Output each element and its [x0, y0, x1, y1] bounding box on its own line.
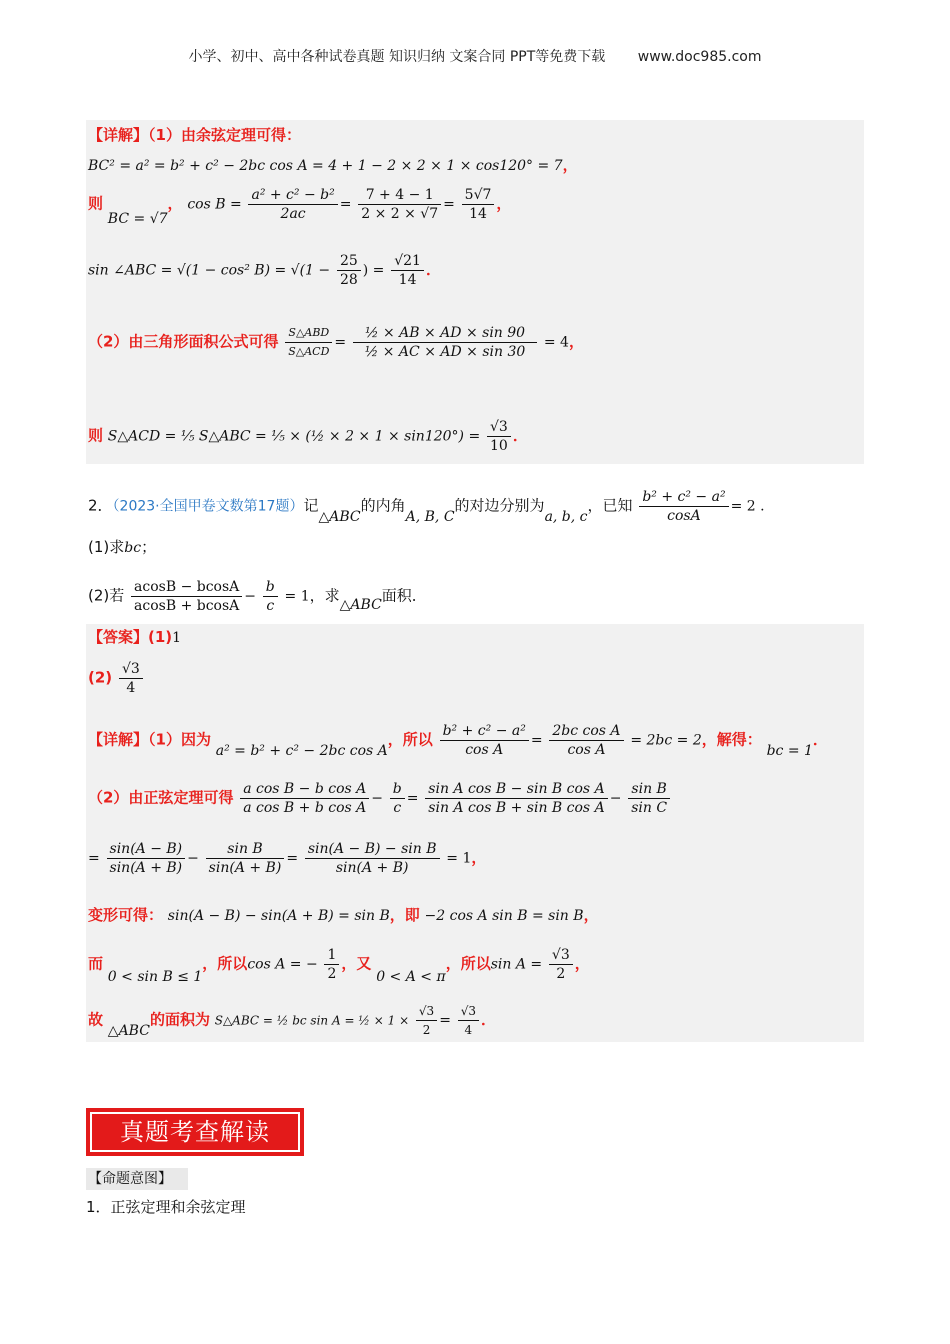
header-title: 小学、初中、高中各种试卷真题 知识归纳 文案合同 PPT等免费下载 [188, 49, 606, 65]
answer-line-1: 【答案】(1)1 [88, 628, 182, 646]
area-acd-line: 则 S△ACD = ⅕ S△ABC = ⅕ × (½ × 2 × 1 × sin120°) = $\frac{√3}{10}$ ． [88, 419, 528, 454]
detail-2-line-5: 而 0 < sin B ≤ 1，所以cos A = − $\frac{1}{2}$ ，又 0 < A < π，所以sin A = $\frac{√3}{2}$ ， [88, 947, 590, 985]
fraction: $\frac{\sin(A - B)}{\sin(A + B)}$ [107, 840, 186, 877]
area-ratio-line: （2）由三角形面积公式可得 $\frac{\text{S△ABD}}{\text{S△ACD}}$ = $\frac{\text{½ × AB × AD × sin 90}}{\text{½ × AC × AD × sin 30}}$ = 4， [88, 325, 584, 360]
fraction: $\frac{b}{c}$ [390, 780, 405, 817]
answer-line-2: (2) $\frac{√3}{4}$ [88, 660, 145, 697]
fraction: $\frac{√3}{2}$ [549, 946, 573, 983]
fraction: $\frac{7 + 4 - 1}{2 \times 2 \times √7}$ [358, 186, 441, 223]
fraction: $\frac{5√7}{14}$ [462, 186, 495, 223]
fraction: $\frac{25}{28}$ [337, 252, 361, 289]
detail-2-line-6: 故 △ABC的面积为 S△ABC = ½ bc sin A = ½ × 1 × $\frac{√3}{2}$ = $\frac{√3}{4}$ ． [88, 1004, 496, 1039]
fraction: $\frac{√3}{10}$ [487, 418, 511, 455]
fraction: $\frac{\text{sin(A − B) − sin B}}{\sin(A + B)}$ [305, 840, 440, 877]
fraction: $\frac{√3}{4}$ [119, 660, 143, 697]
fraction: $\frac{\text{b² + c² − a²}}{\text{cos A}}$ [440, 722, 529, 759]
fraction: $\frac{\text{½ × AB × AD × sin 90}}{\text{½ × AC × AD × sin 30}}$ [353, 324, 537, 361]
header-site: www.doc985.com [637, 49, 762, 65]
fraction: $\frac{\text{sin B}}{\text{sin C}}$ [628, 780, 670, 817]
detail-2-line-1: 【详解】（1）因为 a² = b² + c² − 2bc cos A，所以 $\frac{\text{b² + c² − a²}}{\text{cos A}}$ = $\frac{\text{2bc cos A}}{\text{cos A}}$ = 2bc = 2，解得： bc = 1． [88, 723, 828, 759]
section-tag: 【命题意图】 [86, 1168, 188, 1190]
page-header [0, 46, 950, 66]
fraction: $\frac{b}{c}$ [263, 578, 278, 615]
section-item-1: 1．正弦定理和余弦定理 [86, 1198, 246, 1216]
sin-abc-line: sin ∠ABC = √(1 − cos² B) = √(1 − $\frac{25}{28}$ ) = $\frac{√21}{14}$ ． [88, 253, 441, 288]
fraction: $\frac{\text{sin B}}{\sin(A + B)}$ [206, 840, 285, 877]
detail-label-1: 【详解】（1）由余弦定理可得： [88, 126, 301, 144]
fraction: $\frac{√3}{2}$ [416, 1002, 437, 1039]
question-2: (2)若 $\frac{acosB - bcosA}{acosB + bcosA}$ − $\frac{b}{c}$ = 1，求△ABC面积． [88, 579, 427, 614]
fraction: $\frac{\text{b² + c² − a²}}{\cos A}$ [639, 488, 728, 525]
fraction: $\frac{√3}{4}$ [458, 1002, 479, 1039]
section-banner [86, 1108, 304, 1156]
question-1: (1)求bc； [88, 538, 157, 556]
problem-source: （2023·全国甲卷文数第17题） [112, 498, 304, 515]
bc-line: 则 BC = √7， cos B = $\frac{\text{a² + c² − b²}}{2ac}$ = $\frac{7 + 4 - 1}{2 \times 2 \times √7}$ = $\frac{5√7}{14}$ ， [88, 187, 512, 227]
problem-2-stem: 2．（2023·全国甲卷文数第17题）记△ABC的内角A, B, C的对边分别为a, b, c，已知 $\frac{\text{b² + c² − a²}}{\cos A}$ = 2 . [88, 489, 765, 525]
fraction: $\frac{√21}{14}$ [391, 252, 424, 289]
detail-2-line-2: （2）由正弦定理可得 $\frac{\text{a cos B − b cos A}}{\text{a cos B + b cos A}}$ − $\frac{b}{c}$ = $\frac{\text{sin A cos B − sin B cos A}}{\text{sin A cos B + sin B cos A}}$ − $\frac{\text{sin B}}{\text{sin C}}$ [88, 780, 672, 817]
fraction: $\frac{\text{a² + c² − b²}}{2ac}$ [248, 186, 337, 223]
cosine-law-line: BC² = a² = b² + c² − 2bc cos A = 4 + 1 − 2 × 2 × 1 × cos120° = 7， [88, 156, 578, 174]
fraction: $\frac{1}{2}$ [324, 946, 339, 983]
detail-2-line-4: 变形可得： sin(A − B) − sin(A + B) = sin B，即 −2 cos A sin B = sin B， [88, 906, 599, 924]
fraction: $\frac{\text{sin A cos B − sin B cos A}}{\text{sin A cos B + sin B cos A}}$ [425, 780, 607, 817]
fraction: $\frac{acosB - bcosA}{acosB + bcosA}$ [131, 578, 242, 615]
detail-2-line-3: = $\frac{\sin(A - B)}{\sin(A + B)}$ − $\frac{\text{sin B}}{\sin(A + B)}$ = $\frac{\text{sin(A − B) − sin B}}{\sin(A + B)}$ = 1， [88, 841, 487, 876]
fraction: $\frac{\text{2bc cos A}}{\text{cos A}}$ [549, 722, 623, 759]
fraction: $\frac{\text{S△ABD}}{\text{S△ACD}}$ [285, 324, 332, 361]
fraction: $\frac{\text{a cos B − b cos A}}{\text{a cos B + b cos A}}$ [240, 780, 369, 817]
section-banner-title: 真题考查解读 [90, 1112, 300, 1152]
